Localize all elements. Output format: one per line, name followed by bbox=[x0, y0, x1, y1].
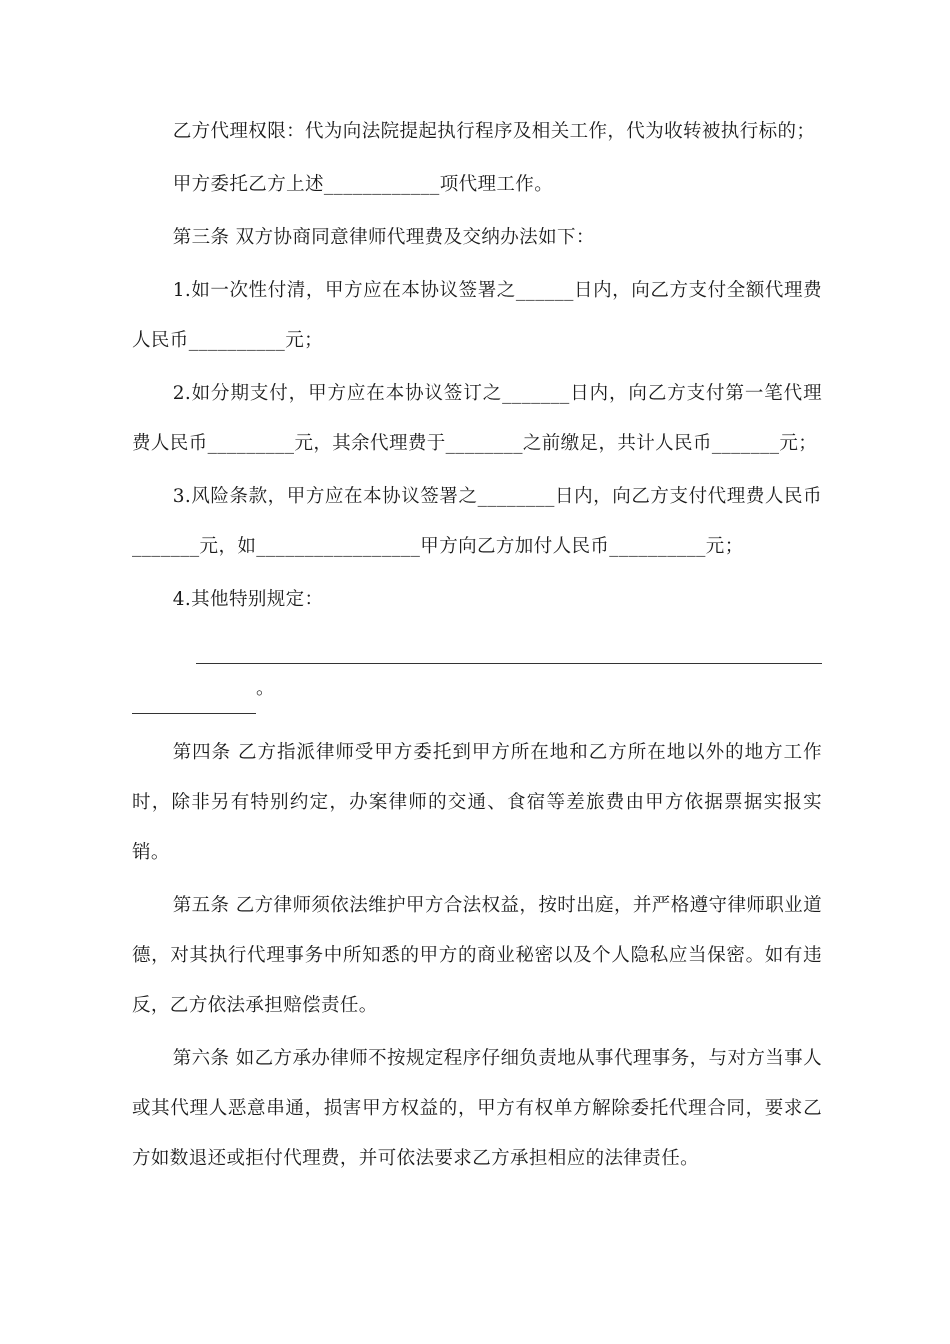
article-4: 第四条 乙方指派律师受甲方委托到甲方所在地和乙方所在地以外的地方工作时，除非另有特别约定，办案律师的交通、食宿等差旅费由甲方依据票据实报实销。 bbox=[132, 742, 822, 863]
article-6: 第六条 如乙方承办律师不按规定程序仔细负责地从事代理事务，与对方当事人或其代理人恶意串通，损害甲方权益的，甲方有权单方解除委托代理合同，要求乙方如数退还或拒付代理费，并可依法要求乙方承担相应的法律责任。 bbox=[132, 1048, 822, 1169]
other-terms-end-mark: 。 bbox=[256, 678, 275, 699]
document-page bbox=[132, 107, 822, 1187]
other-terms-short-blank bbox=[132, 683, 256, 714]
other-terms-blank-line bbox=[196, 637, 822, 664]
entrusted-items-paragraph: 甲方委托乙方上述____________项代理工作。 bbox=[172, 174, 554, 195]
other-terms-blank-end bbox=[132, 664, 822, 714]
fee-clause-2: 2.如分期支付，甲方应在本协议签订之_______日内，向乙方支付第一笔代理费人民币_________元，其余代理费于________之前缴足，共计人民币_______元； bbox=[132, 383, 822, 454]
fee-clause-1: 1.如一次性付清，甲方应在本协议签署之______日内，向乙方支付全额代理费人民币__________元； bbox=[132, 280, 822, 351]
fee-clause-4: 4.其他特别规定： bbox=[172, 589, 324, 610]
fee-clause-3: 3.风险条款，甲方应在本协议签署之________日内，向乙方支付代理费人民币_______元，如_________________甲方向乙方加付人民币__________元； bbox=[132, 486, 822, 557]
article-5: 第五条 乙方律师须依法维护甲方合法权益，按时出庭，并严格遵守律师职业道德，对其执行代理事务中所知悉的甲方的商业秘密以及个人隐私应当保密。如有违反，乙方依法承担赔偿责任。 bbox=[132, 895, 822, 1016]
article-3-heading: 第三条 双方协商同意律师代理费及交纳办法如下： bbox=[172, 227, 595, 248]
agency-scope-paragraph: 乙方代理权限：代为向法院提起执行程序及相关工作，代为收转被执行标的； bbox=[172, 121, 816, 142]
